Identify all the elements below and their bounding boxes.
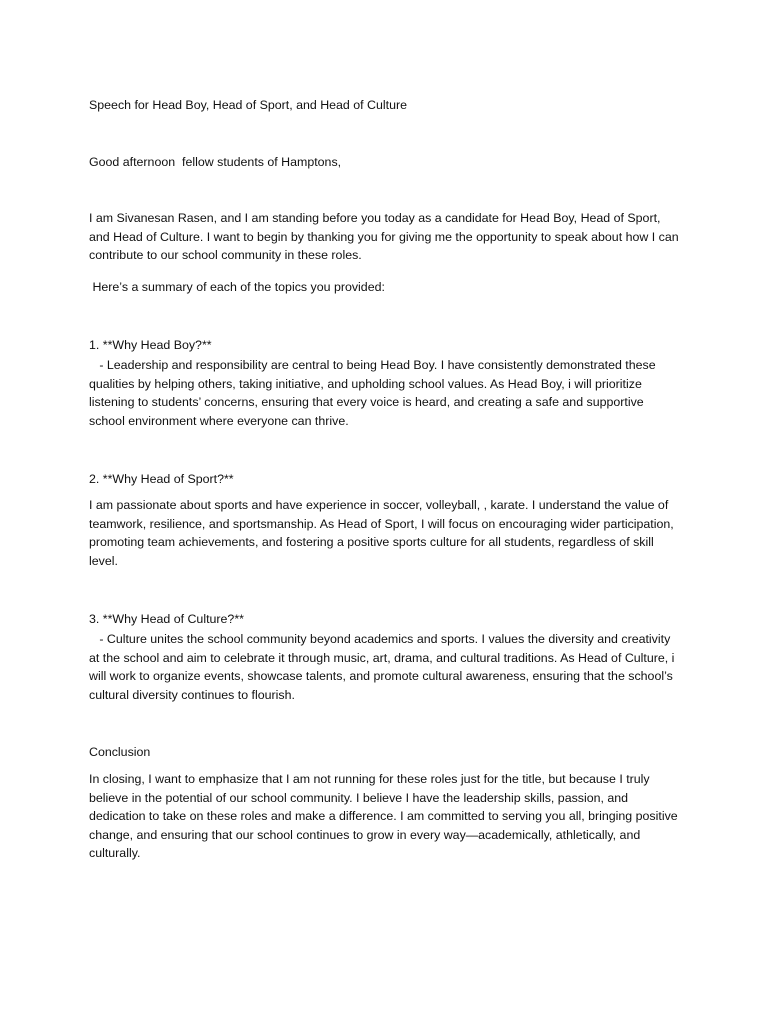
intro-paragraph: I am Sivanesan Rasen, and I am standing before you today as a candidate for Head Boy, Head of Sport, and Head of Culture. I want to begin by thanking you for giving me the opportunity to speak about how I can contribute to our school community in these roles. [89, 211, 683, 263]
section-body-head-of-culture: - Culture unites the school community beyond academics and sports. I values the diversity and creativity at the school and aim to celebrate it through music, art, drama, and cultural traditions. As Head of Culture, i will work to organize events, showcase talents, and promote cultural awareness, ensuring that the school’s cultural diversity continues to flourish. [89, 632, 678, 702]
greeting: Good afternoon fellow students of Hamptons, [89, 154, 342, 169]
section-heading-head-of-sport: 2. **Why Head of Sport?** [89, 471, 234, 486]
section-heading-head-boy: 1. **Why Head Boy?** [89, 337, 212, 352]
section-body-head-boy: - Leadership and responsibility are central to being Head Boy. I have consistently demonstrated these qualities by helping others, taking initiative, and upholding school values. As Head Boy, i will prioritize listening to students’ concerns, ensuring that every voice is heard, and creating a safe and supportive school environment where everyone can thrive. [89, 358, 660, 428]
conclusion-heading: Conclusion [89, 745, 151, 760]
document-title: Speech for Head Boy, Head of Sport, and Head of Culture [89, 98, 407, 112]
summary-line: Here’s a summary of each of the topics you provided: [89, 279, 385, 294]
section-heading-head-of-culture: 3. **Why Head of Culture?** [89, 611, 244, 626]
section-body-head-of-sport: I am passionate about sports and have experience in soccer, volleyball, , karate. I understand the value of teamwork, resilience, and sportsmanship. As Head of Sport, I will focus on encouraging wider participation, promoting team achievements, and fostering a positive sports culture for all students, regardless of skill level. [89, 498, 678, 568]
conclusion-body: In closing, I want to emphasize that I am not running for these roles just for the title, but because I truly believe in the potential of our school community. I believe I have the leadership skills, passion, and dedication to take on these roles and make a difference. I am committed to serving you all, bringing positive change, and ensuring that our school continues to grow in every way—academically, athletically, and culturally. [89, 772, 682, 861]
